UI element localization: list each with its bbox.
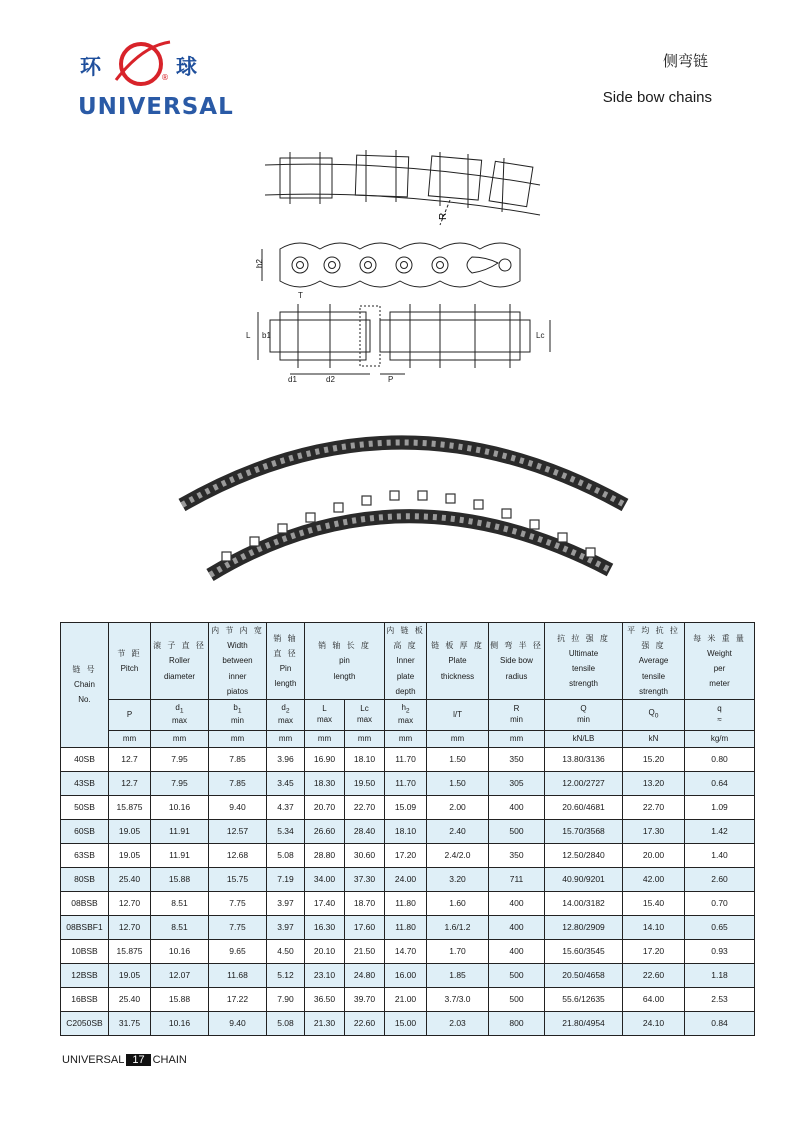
table-cell: 21.30: [305, 1011, 345, 1035]
table-cell: 11.70: [385, 747, 427, 771]
table-cell: 2.60: [685, 867, 755, 891]
table-cell: 9.40: [209, 1011, 267, 1035]
unit-cell: mm: [267, 730, 305, 747]
table-cell: 12.00/2727: [545, 771, 623, 795]
table-cell: 0.65: [685, 915, 755, 939]
chain-number-cell: 80SB: [61, 867, 109, 891]
table-cell: 1.40: [685, 843, 755, 867]
brand-cn-right: 球: [176, 55, 197, 79]
table-cell: 15.875: [109, 939, 151, 963]
table-cell: 8.51: [151, 915, 209, 939]
table-row: [61, 747, 755, 771]
label-b1: b1: [262, 331, 271, 340]
table-cell: 17.20: [623, 939, 685, 963]
header-row-names: [61, 623, 755, 700]
table-cell: 1.50: [427, 771, 489, 795]
table-cell: 17.30: [623, 819, 685, 843]
symbol-letter: h: [401, 702, 406, 712]
table-cell: 2.03: [427, 1011, 489, 1035]
footer-section: CHAIN: [152, 1054, 187, 1066]
table-cell: 13.20: [623, 771, 685, 795]
chain-number-cell: 08BSB: [61, 891, 109, 915]
table-cell: 2.40: [427, 819, 489, 843]
table-cell: 5.34: [267, 819, 305, 843]
table-cell: 31.75: [109, 1011, 151, 1035]
table-cell: 10.16: [151, 939, 209, 963]
table-cell: 11.80: [385, 915, 427, 939]
table-cell: 15.09: [385, 795, 427, 819]
table-cell: 15.88: [151, 867, 209, 891]
symbol-letter: d: [281, 702, 286, 712]
table-cell: 12.68: [209, 843, 267, 867]
brand-cn-left: 环: [80, 55, 101, 79]
symbol-cell: [151, 699, 209, 730]
table-cell: 0.64: [685, 771, 755, 795]
table-cell: 36.50: [305, 987, 345, 1011]
table-cell: 13.80/3136: [545, 747, 623, 771]
header-roller: 滚 子 直 径 Roller diameter: [151, 623, 209, 700]
table-cell: 11.91: [151, 843, 209, 867]
symbol-cell: [685, 699, 755, 730]
table-cell: 25.40: [109, 867, 151, 891]
unit-cell: kN/LB: [545, 730, 623, 747]
plan-view-drawing: [240, 290, 560, 385]
header-row-symbols: [61, 699, 755, 730]
unit-cell: kN: [623, 730, 685, 747]
table-cell: 7.85: [209, 771, 267, 795]
table-row: [61, 1011, 755, 1035]
symbol-letter: Q: [648, 708, 655, 718]
table-cell: 2.53: [685, 987, 755, 1011]
table-cell: 1.60: [427, 891, 489, 915]
label-T: T: [298, 291, 303, 300]
symbol-letter: L: [322, 704, 327, 714]
table-cell: 305: [489, 771, 545, 795]
chain-photo: [170, 400, 630, 585]
chain-number-cell: 10BSB: [61, 939, 109, 963]
table-cell: 20.00: [623, 843, 685, 867]
table-cell: 7.75: [209, 891, 267, 915]
table-cell: 8.51: [151, 891, 209, 915]
symbol-cell: [267, 699, 305, 730]
unit-cell: mm: [427, 730, 489, 747]
chain-number-cell: 40SB: [61, 747, 109, 771]
table-cell: 19.05: [109, 843, 151, 867]
table-cell: 400: [489, 915, 545, 939]
table-row: [61, 915, 755, 939]
table-cell: 10.16: [151, 1011, 209, 1035]
table-cell: 12.50/2840: [545, 843, 623, 867]
table-cell: 22.70: [345, 795, 385, 819]
symbol-qualifier: min: [510, 714, 523, 724]
table-cell: 500: [489, 987, 545, 1011]
table-cell: 2.4/2.0: [427, 843, 489, 867]
table-cell: 16.30: [305, 915, 345, 939]
symbol-letter: P: [126, 709, 133, 719]
table-row: [61, 771, 755, 795]
header-pin-dia: 销 轴 直 径 Pin length: [267, 623, 305, 700]
table-row: [61, 819, 755, 843]
table-cell: 0.93: [685, 939, 755, 963]
table-cell: 28.40: [345, 819, 385, 843]
table-cell: 1.18: [685, 963, 755, 987]
header-row-units: [61, 730, 755, 747]
table-cell: 9.40: [209, 795, 267, 819]
table-cell: 14.70: [385, 939, 427, 963]
table-cell: 3.96: [267, 747, 305, 771]
table-cell: 24.10: [623, 1011, 685, 1035]
symbol-cell: [623, 699, 685, 730]
unit-cell: mm: [489, 730, 545, 747]
symbol-cell: [109, 699, 151, 730]
chain-number-cell: 60SB: [61, 819, 109, 843]
table-cell: 7.95: [151, 771, 209, 795]
table-cell: 7.75: [209, 915, 267, 939]
table-cell: 7.95: [151, 747, 209, 771]
symbol-qualifier: max: [397, 716, 414, 726]
table-cell: 5.08: [267, 843, 305, 867]
side-view-drawing: [250, 235, 540, 295]
header-tensile: 抗 拉 强 度 Ultimate tensile strength: [545, 623, 623, 700]
symbol-cell: [427, 699, 489, 730]
table-cell: 19.50: [345, 771, 385, 795]
table-cell: 19.05: [109, 819, 151, 843]
symbol-letter: R: [513, 704, 520, 714]
table-cell: 12.57: [209, 819, 267, 843]
table-cell: 400: [489, 795, 545, 819]
table-cell: 17.40: [305, 891, 345, 915]
table-cell: 1.50: [427, 747, 489, 771]
table-cell: 30.60: [345, 843, 385, 867]
table-cell: 1.70: [427, 939, 489, 963]
table-cell: 14.10: [623, 915, 685, 939]
table-row: [61, 795, 755, 819]
table-cell: 23.10: [305, 963, 345, 987]
table-cell: 1.42: [685, 819, 755, 843]
table-cell: 15.88: [151, 987, 209, 1011]
page-number: 17: [126, 1054, 150, 1066]
table-cell: 7.19: [267, 867, 305, 891]
table-cell: 3.7/3.0: [427, 987, 489, 1011]
brand-logo: [70, 36, 234, 126]
table-row: [61, 963, 755, 987]
table-row: [61, 867, 755, 891]
header-weight: 每 米 重 量 Weight per meter: [685, 623, 755, 700]
table-cell: 500: [489, 963, 545, 987]
table-row: [61, 987, 755, 1011]
chain-number-cell: 63SB: [61, 843, 109, 867]
table-cell: 7.90: [267, 987, 305, 1011]
symbol-cell: [545, 699, 623, 730]
unit-cell: mm: [151, 730, 209, 747]
table-cell: 64.00: [623, 987, 685, 1011]
label-d1: d1: [288, 375, 297, 384]
table-cell: 12.80/2909: [545, 915, 623, 939]
table-cell: 26.60: [305, 819, 345, 843]
table-cell: 11.91: [151, 819, 209, 843]
table-cell: 21.50: [345, 939, 385, 963]
symbol-letter: d: [175, 702, 180, 712]
chain-number-cell: 43SB: [61, 771, 109, 795]
table-cell: 20.70: [305, 795, 345, 819]
table-cell: 16.00: [385, 963, 427, 987]
table-cell: 21.80/4954: [545, 1011, 623, 1035]
table-cell: 15.20: [623, 747, 685, 771]
label-h2: h2: [255, 259, 264, 268]
table-cell: 18.10: [345, 747, 385, 771]
symbol-qualifier: ≈: [717, 714, 722, 724]
symbol-letter: Lc: [360, 704, 369, 714]
table-cell: 400: [489, 891, 545, 915]
table-cell: 12.7: [109, 747, 151, 771]
label-L: L: [246, 331, 251, 340]
table-cell: 17.20: [385, 843, 427, 867]
table-cell: 18.10: [385, 819, 427, 843]
table-cell: 15.875: [109, 795, 151, 819]
table-cell: 55.6/12635: [545, 987, 623, 1011]
table-cell: 11.68: [209, 963, 267, 987]
table-cell: 39.70: [345, 987, 385, 1011]
label-P: P: [388, 375, 394, 384]
symbol-cell: [489, 699, 545, 730]
table-cell: 350: [489, 843, 545, 867]
symbol-cell: [345, 699, 385, 730]
table-cell: 5.08: [267, 1011, 305, 1035]
symbol-cell: [305, 699, 345, 730]
table-cell: 12.70: [109, 891, 151, 915]
table-row: [61, 891, 755, 915]
table-cell: 9.65: [209, 939, 267, 963]
chain-number-cell: 50SB: [61, 795, 109, 819]
table-cell: 15.40: [623, 891, 685, 915]
table-cell: 11.80: [385, 891, 427, 915]
chain-number-cell: 12BSB: [61, 963, 109, 987]
unit-cell: mm: [109, 730, 151, 747]
spec-table: [60, 622, 755, 1036]
table-cell: 20.10: [305, 939, 345, 963]
table-cell: 16.90: [305, 747, 345, 771]
table-cell: 711: [489, 867, 545, 891]
page-title-cn: 侧弯链: [662, 52, 708, 70]
unit-cell: mm: [305, 730, 345, 747]
table-cell: 10.16: [151, 795, 209, 819]
label-radius: R: [438, 212, 449, 220]
chain-number-cell: 16BSB: [61, 987, 109, 1011]
table-cell: 18.30: [305, 771, 345, 795]
chain-number-cell: C2050SB: [61, 1011, 109, 1035]
table-cell: 22.60: [345, 1011, 385, 1035]
table-cell: 17.60: [345, 915, 385, 939]
header-side-bow-radius: 侧 弯 半 径 Side bow radius: [489, 623, 545, 700]
table-cell: 12.7: [109, 771, 151, 795]
header-plate-thickness: 链 板 厚 度 Plate thickness: [427, 623, 489, 700]
table-cell: 40.90/9201: [545, 867, 623, 891]
header-plate-depth: 内 链 板 高 度 Inner plate depth: [385, 623, 427, 700]
table-cell: 0.80: [685, 747, 755, 771]
table-cell: 3.20: [427, 867, 489, 891]
table-cell: 1.85: [427, 963, 489, 987]
table-cell: 19.05: [109, 963, 151, 987]
table-cell: 12.70: [109, 915, 151, 939]
symbol-letter: q: [717, 704, 722, 714]
symbol-qualifier: max: [171, 716, 188, 726]
symbol-index: 2: [405, 707, 410, 715]
table-cell: 0.84: [685, 1011, 755, 1035]
table-cell: 4.50: [267, 939, 305, 963]
table-cell: 28.80: [305, 843, 345, 867]
table-cell: 1.6/1.2: [427, 915, 489, 939]
table-cell: 400: [489, 939, 545, 963]
registered-mark: ®: [161, 73, 169, 82]
table-cell: 2.00: [427, 795, 489, 819]
table-cell: 24.80: [345, 963, 385, 987]
symbol-index: 0: [654, 712, 659, 720]
table-cell: 20.50/4658: [545, 963, 623, 987]
unit-cell: mm: [345, 730, 385, 747]
brand-wordmark: UNIVERSAL: [78, 94, 234, 120]
table-cell: 3.45: [267, 771, 305, 795]
table-cell: 24.00: [385, 867, 427, 891]
page-footer: [62, 1054, 187, 1066]
symbol-cell: [209, 699, 267, 730]
table-cell: 15.60/3545: [545, 939, 623, 963]
page-title-en: Side bow chains: [602, 89, 712, 106]
unit-cell: mm: [209, 730, 267, 747]
table-cell: 22.60: [623, 963, 685, 987]
table-cell: 42.00: [623, 867, 685, 891]
table-cell: 15.70/3568: [545, 819, 623, 843]
table-cell: 17.22: [209, 987, 267, 1011]
symbol-qualifier: min: [577, 714, 590, 724]
table-cell: 20.60/4681: [545, 795, 623, 819]
symbol-index: 1: [237, 707, 242, 715]
table-cell: 15.00: [385, 1011, 427, 1035]
symbol-qualifier: max: [356, 714, 373, 724]
table-cell: 7.85: [209, 747, 267, 771]
symbol-cell: [385, 699, 427, 730]
table-cell: 12.07: [151, 963, 209, 987]
label-Lc: Lc: [536, 331, 545, 340]
label-d2: d2: [326, 375, 335, 384]
unit-cell: kg/m: [685, 730, 755, 747]
table-cell: 22.70: [623, 795, 685, 819]
table-row: [61, 939, 755, 963]
symbol-letter: l/T: [453, 709, 462, 719]
symbol-qualifier: max: [316, 714, 333, 724]
unit-cell: mm: [385, 730, 427, 747]
table-cell: 4.37: [267, 795, 305, 819]
symbol-index: 1: [179, 707, 184, 715]
table-cell: 800: [489, 1011, 545, 1035]
table-cell: 1.09: [685, 795, 755, 819]
chain-number-cell: 08BSBF1: [61, 915, 109, 939]
table-cell: 3.97: [267, 891, 305, 915]
table-cell: 3.97: [267, 915, 305, 939]
table-cell: 37.30: [345, 867, 385, 891]
table-cell: 500: [489, 819, 545, 843]
table-cell: 15.75: [209, 867, 267, 891]
symbol-letter: Q: [580, 704, 587, 714]
header-width: 内 节 内 宽 Width between inner piatos: [209, 623, 267, 700]
table-cell: 25.40: [109, 987, 151, 1011]
globe-emblem-icon: [108, 36, 178, 96]
header-chain: 链 号 Chain No.: [61, 623, 109, 748]
table-cell: 21.00: [385, 987, 427, 1011]
table-cell: 350: [489, 747, 545, 771]
table-cell: 0.70: [685, 891, 755, 915]
table-cell: 18.70: [345, 891, 385, 915]
symbol-qualifier: max: [277, 716, 294, 726]
footer-brand: UNIVERSAL: [62, 1054, 125, 1066]
symbol-index: 2: [285, 707, 290, 715]
table-cell: 11.70: [385, 771, 427, 795]
header-average-tensile: 平 均 抗 拉 强 度 Average tensile strength: [623, 623, 685, 700]
symbol-qualifier: min: [231, 716, 244, 726]
spec-table-body: [61, 747, 755, 1035]
symbol-letter: b: [233, 702, 238, 712]
table-cell: 5.12: [267, 963, 305, 987]
table-cell: 14.00/3182: [545, 891, 623, 915]
header-pitch: 节 距 Pitch: [109, 623, 151, 700]
table-row: [61, 843, 755, 867]
table-cell: 34.00: [305, 867, 345, 891]
header-pin-length: 销 轴 长 度 pin length: [305, 623, 385, 700]
top-view-drawing: [260, 140, 560, 235]
